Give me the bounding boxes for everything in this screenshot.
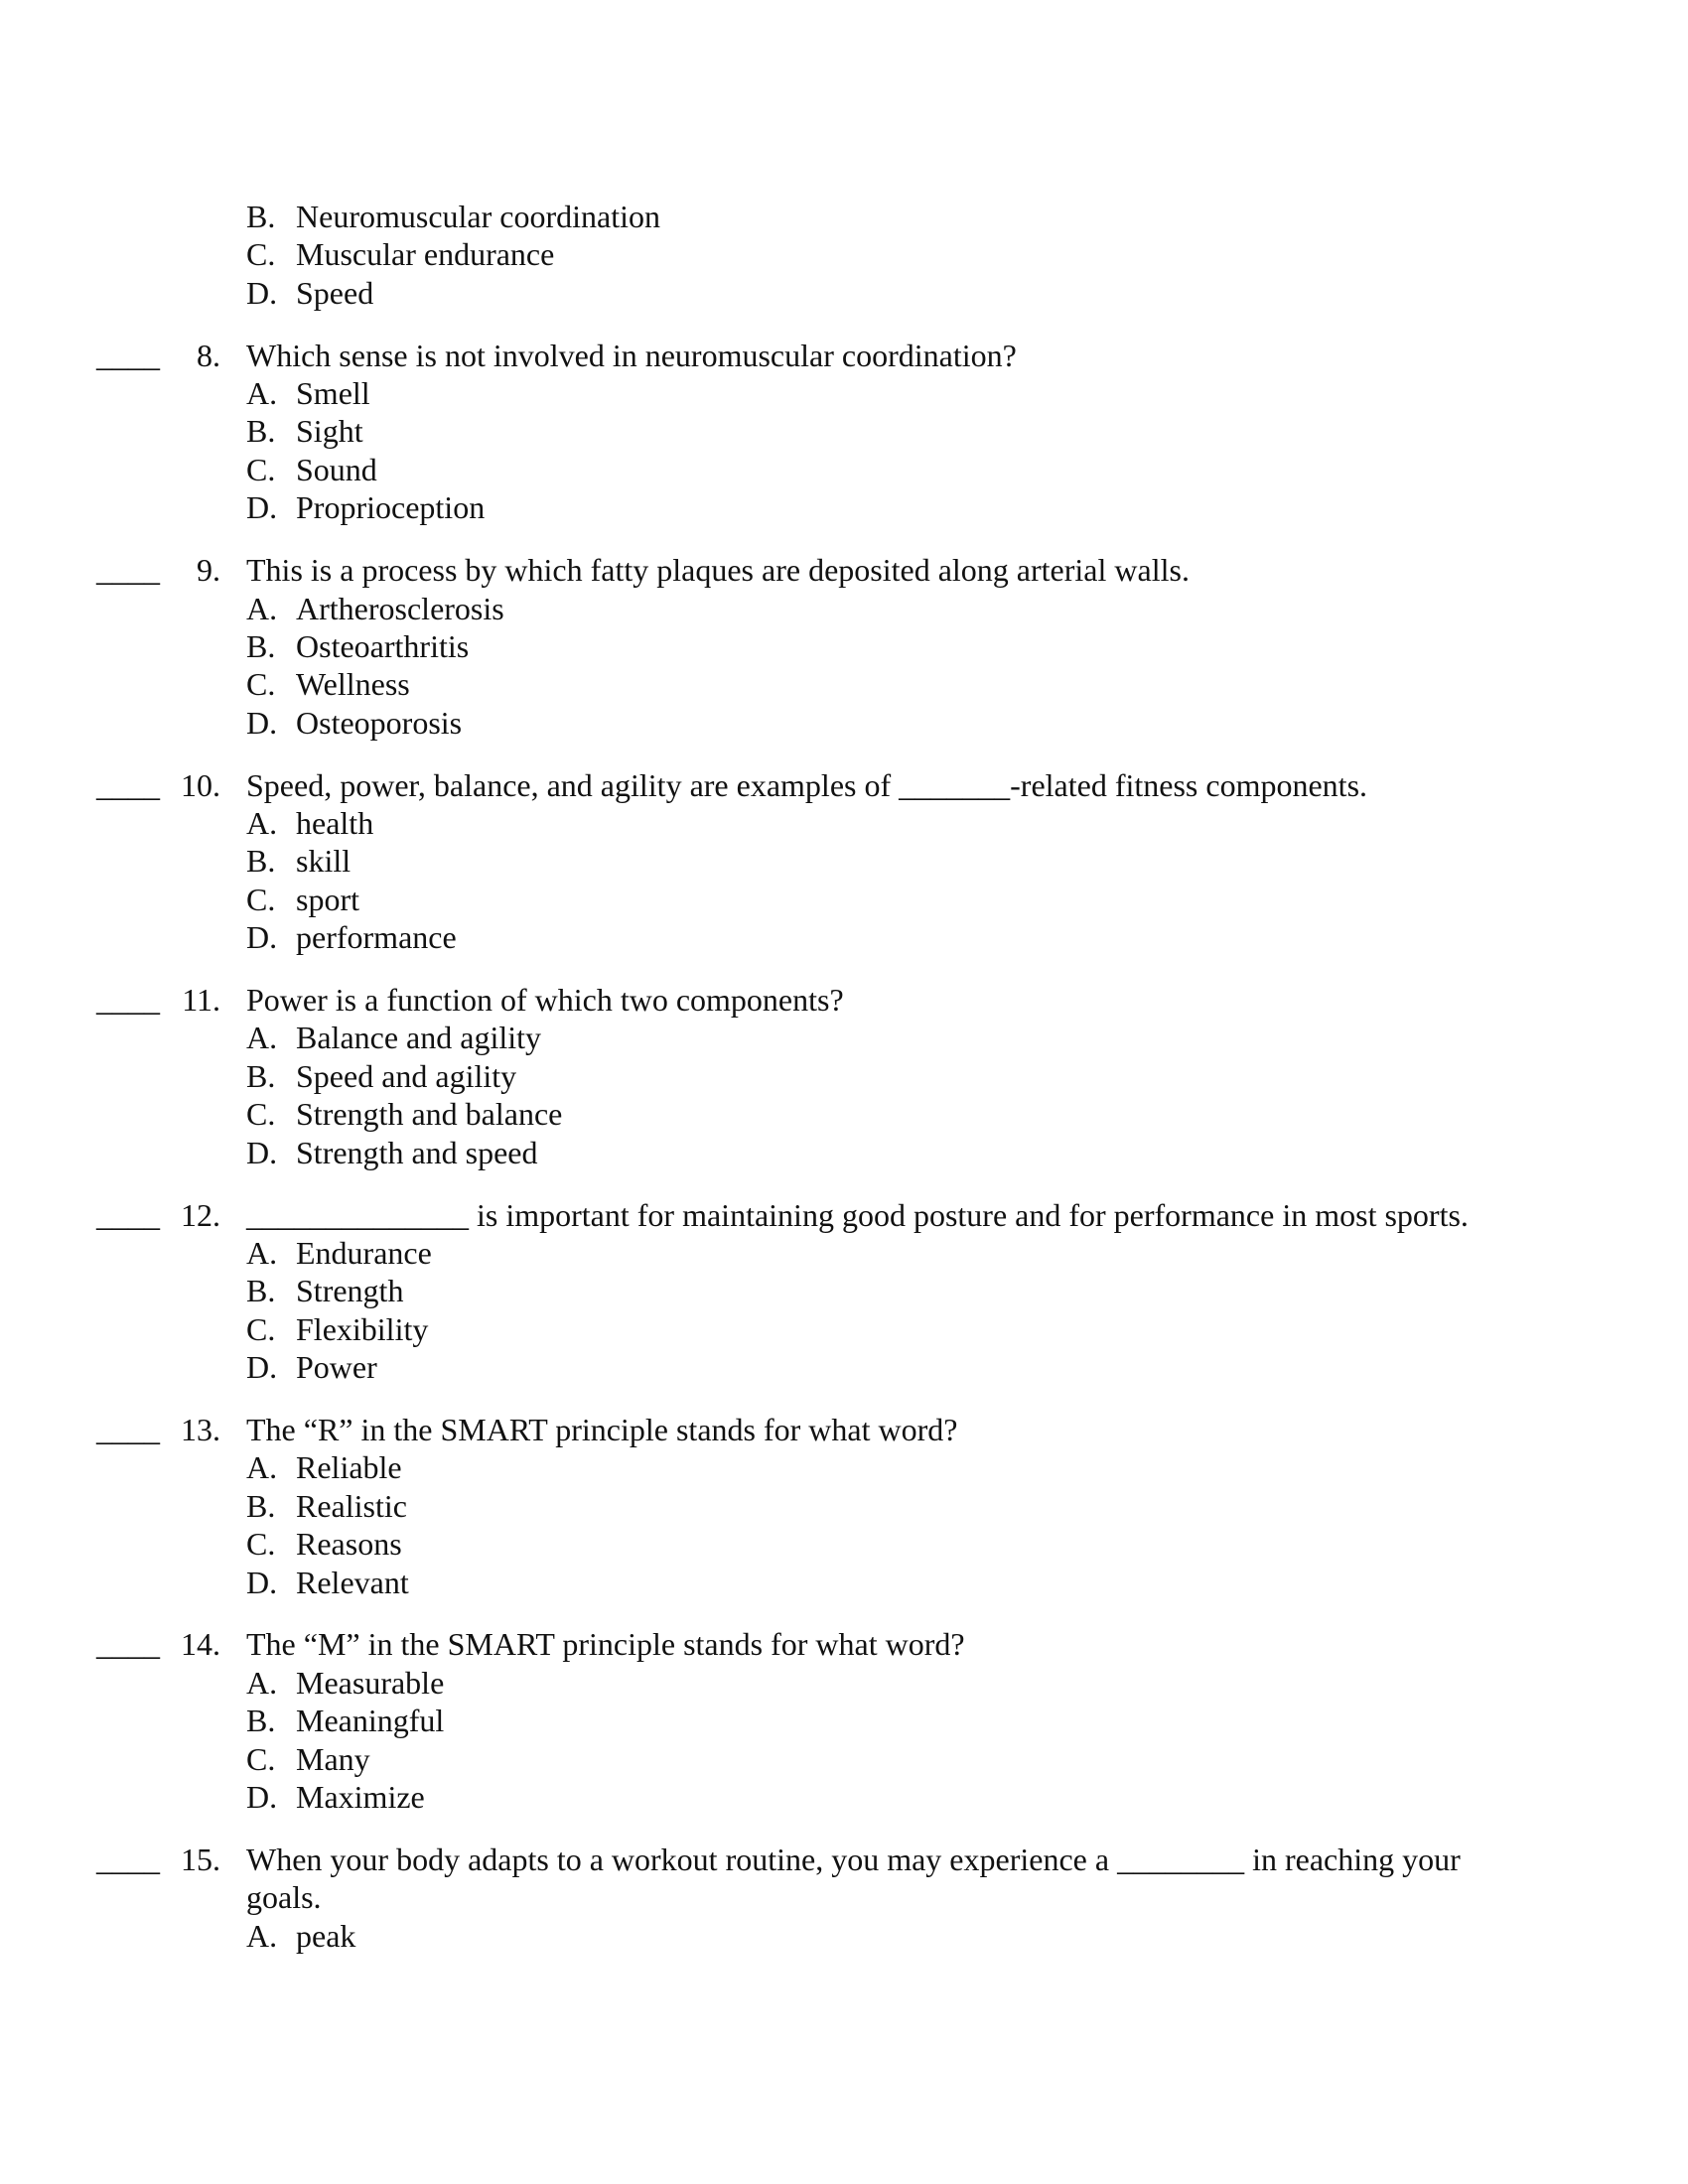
answer-option (0, 627, 1688, 665)
option-letter: B. (246, 843, 276, 880)
option-text: Strength (296, 1273, 404, 1309)
option-text: performance (296, 919, 457, 956)
answer-blank[interactable]: ____ (96, 1196, 160, 1233)
answer-option (0, 1310, 1688, 1348)
answer-blank[interactable]: ____ (96, 982, 160, 1019)
question-text: The “R” in the SMART principle stands for what word? (246, 1412, 958, 1448)
answer-option (0, 590, 1688, 627)
answer-option (0, 488, 1688, 526)
option-text: Many (296, 1740, 370, 1777)
option-letter: D. (246, 919, 278, 956)
option-text: Osteoporosis (296, 704, 463, 741)
answer-option (0, 1348, 1688, 1386)
option-letter: C. (246, 1526, 276, 1563)
answer-blank[interactable]: ____ (96, 1841, 160, 1877)
question-item (0, 1196, 1688, 1387)
question-item (0, 766, 1688, 957)
option-text: Sound (296, 451, 377, 487)
quiz-page (0, 198, 1688, 1955)
option-text: Speed (296, 274, 374, 311)
option-text: Osteoarthritis (296, 627, 470, 664)
answer-option (0, 665, 1688, 703)
option-text: Reasons (296, 1526, 402, 1563)
option-text: Realistic (296, 1487, 407, 1524)
question-number: 13. (181, 1412, 220, 1448)
option-letter: A. (246, 1234, 278, 1271)
option-letter: C. (246, 1310, 276, 1347)
option-text: Neuromuscular coordination (296, 199, 660, 234)
question-number: 9. (197, 552, 220, 589)
question-text: When your body adapts to a workout routine, you may experience a ________ in reaching your goals. (246, 1841, 1461, 1916)
option-letter: D. (246, 274, 278, 311)
option-letter: A. (246, 1664, 278, 1701)
answer-option (0, 881, 1688, 918)
option-letter: B. (246, 199, 276, 234)
question-text: ______________ is important for maintaining good posture and for performance in most sports. (246, 1196, 1469, 1233)
option-text: Flexibility (296, 1310, 429, 1347)
question-number: 15. (181, 1841, 220, 1877)
option-letter: A. (246, 1020, 278, 1056)
option-letter: B. (246, 1703, 276, 1739)
answer-option (0, 804, 1688, 842)
question-item (0, 981, 1688, 1171)
option-letter: C. (246, 1740, 276, 1777)
answer-blank[interactable]: ____ (96, 552, 160, 589)
answer-option (0, 1487, 1688, 1525)
question-text: Power is a function of which two components? (246, 982, 844, 1019)
answer-option (0, 842, 1688, 880)
option-letter: A. (246, 1449, 278, 1486)
option-text: health (296, 805, 374, 842)
option-letter: A. (246, 375, 278, 412)
question-item (0, 1625, 1688, 1816)
question-number: 12. (181, 1196, 220, 1233)
answer-option (0, 1525, 1688, 1563)
question-item (0, 1841, 1688, 1955)
option-letter: B. (246, 1057, 276, 1094)
answer-option (0, 1057, 1688, 1095)
option-text: Endurance (296, 1234, 432, 1271)
answer-option (0, 1234, 1688, 1272)
option-text: Meaningful (296, 1703, 445, 1739)
answer-option (0, 412, 1688, 450)
answer-option (0, 1740, 1688, 1778)
answer-option (0, 374, 1688, 412)
question-text: The “M” in the SMART principle stands for what word? (246, 1626, 965, 1663)
question-7-continued (0, 198, 1688, 312)
question-text: This is a process by which fatty plaques are deposited along arterial walls. (246, 552, 1190, 589)
option-text: Power (296, 1349, 377, 1386)
answer-option (0, 1095, 1688, 1133)
option-text: Sight (296, 413, 363, 450)
question-text: Speed, power, balance, and agility are examples of _______-related fitness components. (246, 766, 1368, 803)
answer-option (0, 1917, 1688, 1955)
option-text: Maximize (296, 1779, 425, 1816)
answer-option (0, 198, 1688, 235)
option-letter: B. (246, 1273, 276, 1309)
option-letter: D. (246, 1779, 278, 1816)
answer-blank[interactable]: ____ (96, 1626, 160, 1663)
answer-option (0, 1664, 1688, 1702)
option-text: Proprioception (296, 489, 486, 526)
answer-option (0, 1448, 1688, 1486)
answer-option (0, 1564, 1688, 1601)
option-letter: C. (246, 1096, 276, 1133)
answer-option (0, 704, 1688, 742)
option-letter: B. (246, 627, 276, 664)
option-text: Speed and agility (296, 1057, 517, 1094)
option-letter: D. (246, 1564, 278, 1600)
answer-option (0, 918, 1688, 956)
question-text: Which sense is not involved in neuromuscular coordination? (246, 337, 1017, 373)
option-letter: C. (246, 666, 276, 703)
option-text: Relevant (296, 1564, 409, 1600)
answer-option (0, 451, 1688, 488)
answer-blank[interactable]: ____ (96, 337, 160, 373)
option-text: Smell (296, 375, 370, 412)
option-text: Strength and balance (296, 1096, 563, 1133)
answer-option (0, 1778, 1688, 1816)
question-number: 14. (181, 1626, 220, 1663)
option-letter: D. (246, 1349, 278, 1386)
option-text: Artherosclerosis (296, 590, 504, 626)
question-item (0, 337, 1688, 527)
option-text: Measurable (296, 1664, 445, 1701)
option-letter: B. (246, 413, 276, 450)
option-text: Muscular endurance (296, 236, 555, 273)
answer-option (0, 1272, 1688, 1309)
question-item (0, 551, 1688, 742)
answer-option (0, 235, 1688, 273)
answer-blank[interactable]: ____ (96, 1412, 160, 1448)
option-text: skill (296, 843, 352, 880)
option-letter: D. (246, 1134, 278, 1170)
answer-option (0, 1019, 1688, 1056)
question-number: 8. (197, 337, 220, 373)
option-letter: C. (246, 451, 276, 487)
option-letter: B. (246, 1487, 276, 1524)
answer-option (0, 274, 1688, 312)
option-letter: A. (246, 1917, 278, 1954)
option-letter: C. (246, 236, 276, 273)
answer-blank[interactable]: ____ (96, 766, 160, 803)
option-text: Wellness (296, 666, 410, 703)
option-text: Strength and speed (296, 1134, 538, 1170)
question-item (0, 1411, 1688, 1601)
answer-option (0, 1134, 1688, 1171)
option-text: sport (296, 881, 359, 917)
option-letter: D. (246, 489, 278, 526)
question-number: 11. (182, 982, 220, 1019)
question-number: 10. (181, 766, 220, 803)
option-text: Balance and agility (296, 1020, 542, 1056)
option-letter: D. (246, 704, 278, 741)
option-text: Reliable (296, 1449, 402, 1486)
option-letter: A. (246, 805, 278, 842)
option-letter: C. (246, 881, 276, 917)
answer-option (0, 1702, 1688, 1739)
option-letter: A. (246, 590, 278, 626)
option-text: peak (296, 1917, 356, 1954)
